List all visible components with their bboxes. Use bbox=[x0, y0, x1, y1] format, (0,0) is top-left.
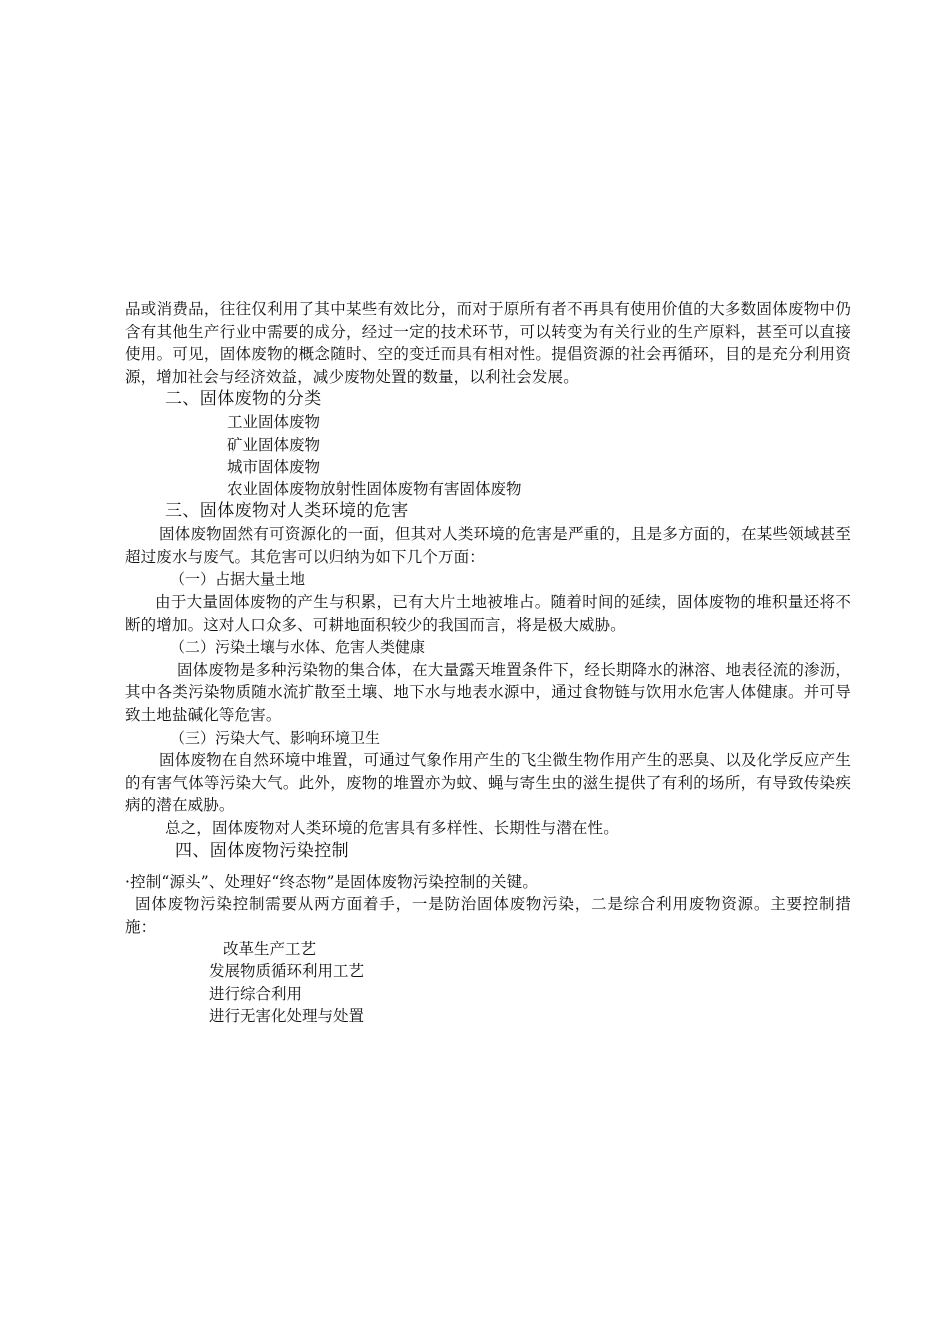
intro-paragraph: 品或消费品，往往仅利用了其中某些有效比分，而对于原所有者不再具有使用价值的大多数固体废物中仍含有其他生产行业中需要的成分，经过一定的技术环节，可以转变为有关行业的生产原料，甚至可以直接使用。可见，固体废物的概念随时、空的变迁而具有相对性。提倡资源的社会再循环，目的是充分利用资源，增加社会与经济效益，减少废物处置的数量，以利社会发展。 bbox=[125, 300, 851, 386]
section2-item-1: 工业固体废物 bbox=[227, 413, 321, 432]
section3-sub2-title: （二）污染土壤与水体、危害人类健康 bbox=[170, 638, 426, 657]
section4-item-3: 进行综合利用 bbox=[209, 984, 303, 1003]
section3-sub3-text: 固体废物在自然环境中堆置，可通过气象作用产生的飞尘微生物作用产生的恶臭、以及化学反应产生的有害气体等污染大气。此外，废物的堆置亦为蚊、蝇与寄生虫的滋生提供了有利的场所，有导致传染疾病的潜在威胁。 bbox=[125, 751, 851, 815]
section2-item-2: 矿业固体废物 bbox=[227, 435, 321, 454]
section4-item-1: 改革生产工艺 bbox=[223, 940, 317, 959]
section4-heading: 四、固体废物污染控制 bbox=[175, 840, 349, 861]
section3-sub1-title: （一）占据大量土地 bbox=[170, 570, 306, 589]
section4-item-2: 发展物质循环利用工艺 bbox=[209, 962, 365, 981]
section2-item-4: 农业固体废物放射性固体废物有害固体废物 bbox=[227, 479, 522, 498]
section2-item-3: 城市固体废物 bbox=[227, 457, 321, 476]
spacer bbox=[125, 863, 851, 871]
section3-heading: 三、固体废物对人类环境的危害 bbox=[165, 501, 409, 522]
section4-item-4: 进行无害化处理与处置 bbox=[209, 1006, 365, 1025]
section3-intro: 固体废物固然有可资源化的一面，但其对人类环境的危害是严重的，且是多方面的，在某些领域甚至超过废水与废气。其危害可以归纳为如下几个万面： bbox=[125, 525, 851, 566]
section2-heading: 二、固体废物的分类 bbox=[165, 389, 322, 410]
section3-sub2-text: 固体废物是多种污染物的集合体，在大量露天堆置条件下，经长期降水的淋溶、地表径流的渗沥，其中各类污染物质随水流扩散至土壤、地下水与地表水源中，通过食物链与饮用水危害人体健康。并可导致土地盐碱化等危害。 bbox=[125, 660, 851, 724]
section3-sub3-title: （三）污染大气、影响环境卫生 bbox=[170, 728, 381, 747]
document-body bbox=[125, 298, 851, 1027]
section3-summary: 总之，固体废物对人类环境的危害具有多样性、长期性与潜在性。 bbox=[165, 818, 619, 837]
section3-sub1-text: 由于大量固体废物的产生与积累，已有大片土地被堆占。随着时间的延续，固体废物的堆积量还将不断的增加。这对人口众多、可耕地面积较少的我国而言，将是极大威胁。 bbox=[125, 592, 851, 634]
section4-intro: 固体废物污染控制需要从两方面着手，一是防治固体废物污染，二是综合利用废物资源。主要控制措施： bbox=[125, 895, 851, 936]
section4-key-point: ·控制“源头”、处理好“终态物”是固体废物污染控制的关键。 bbox=[125, 872, 538, 891]
